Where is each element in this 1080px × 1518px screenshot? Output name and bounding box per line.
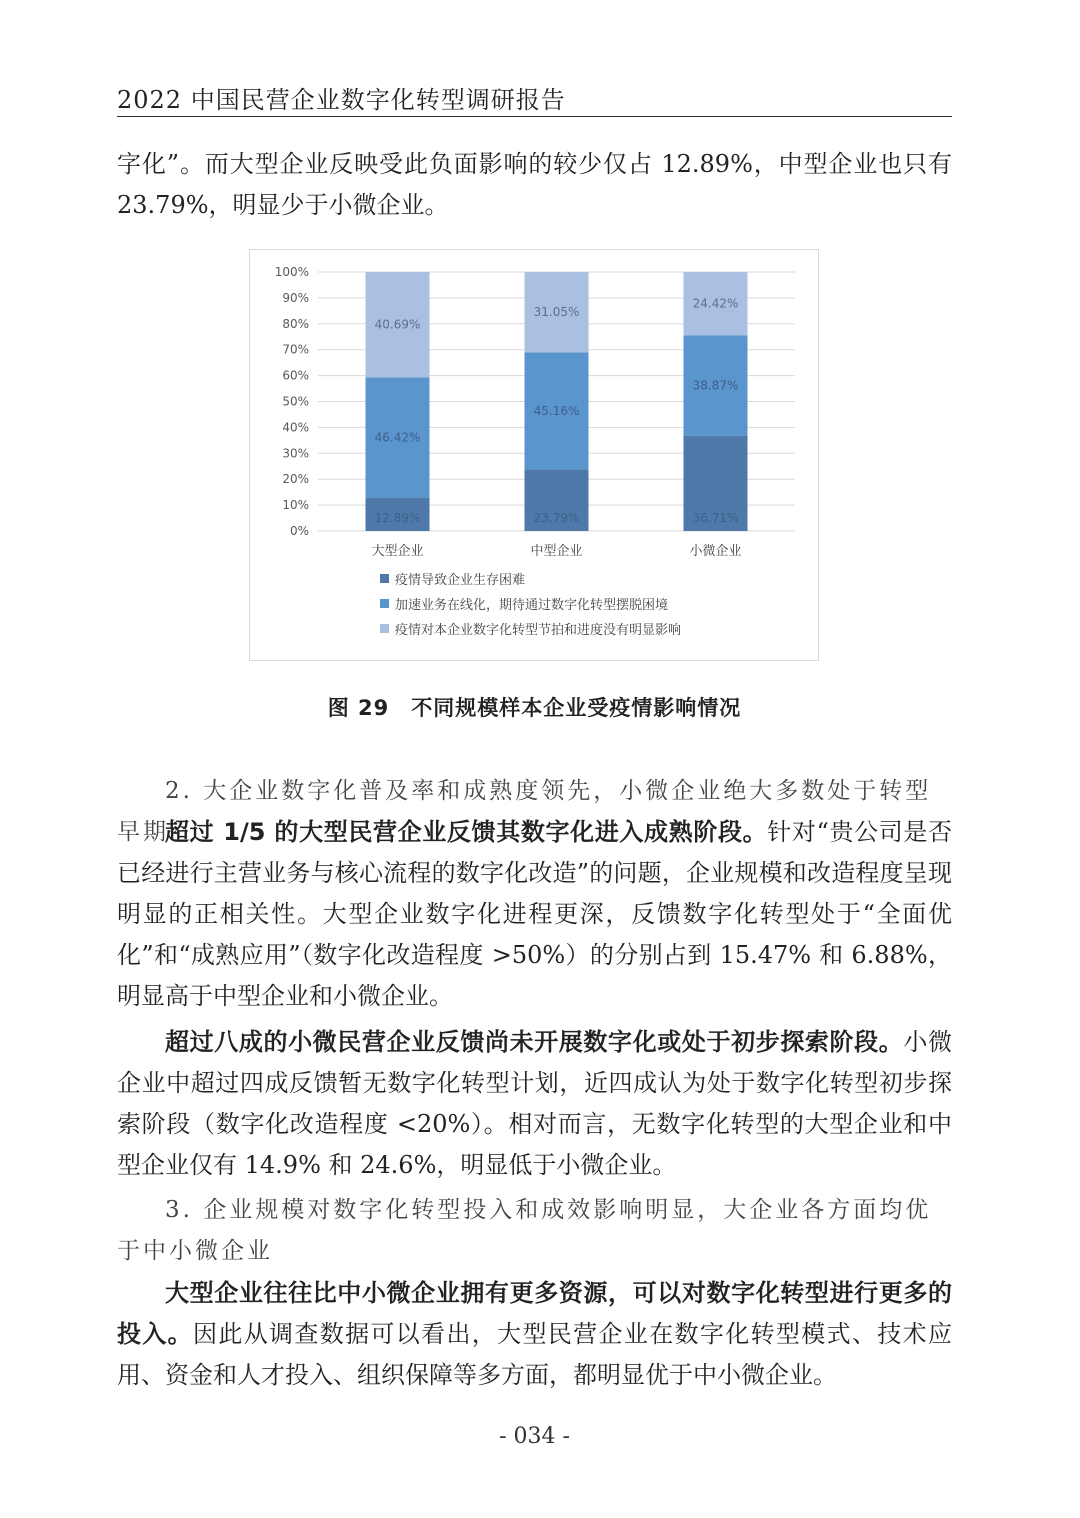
running-header: 2022 中国民营企业数字化转型调研报告 [117, 86, 566, 114]
legend-label: 疫情导致企业生存困难 [395, 573, 526, 588]
section2-heading: 2. 大企业数字化普及率和成熟度领先，小微企业绝大多数处于转型早期 [117, 778, 932, 845]
x-tick-label: 中型企业 [530, 544, 583, 559]
section3-p1-body: 因此从调查数据可以看出，大型民营企业在数字化转型模式、技术应用、资金和人才投入、组织保障等多方面，都明显优于中小微企业。 [117, 1320, 952, 1389]
section2-p1-lead: 超过 1/5 的大型民营企业反馈其数字化进入成熟阶段。 [165, 818, 768, 846]
data-label: 45.16% [533, 403, 580, 418]
section3-paragraph-1 [117, 1273, 952, 1396]
x-tick-label: 大型企业 [371, 544, 424, 559]
legend-label: 加速业务在线化，期待通过数字化转型摆脱困境 [395, 598, 669, 613]
legend-label: 疫情对本企业数字化转型节拍和进度没有明显影响 [395, 623, 682, 638]
figure-frame [249, 249, 819, 661]
y-tick-label: 60% [282, 368, 309, 383]
legend-swatch [380, 599, 389, 608]
y-tick-label: 70% [282, 342, 309, 357]
y-tick-label: 0% [289, 524, 309, 538]
section2-paragraph-1 [117, 812, 952, 1017]
y-tick-label: 20% [282, 472, 309, 487]
y-tick-label: 40% [282, 420, 309, 435]
section2-p2-lead: 超过八成的小微民营企业反馈尚未开展数字化或处于初步探索阶段。 [165, 1028, 904, 1056]
figure-caption: 图 29 不同规模样本企业受疫情影响情况 [327, 696, 742, 720]
page-number: - 034 - [499, 1424, 570, 1449]
data-label: 40.69% [374, 317, 421, 332]
section3-heading: 3. 企业规模对数字化转型投入和成效影响明显，大企业各方面均优于中小微企业 [117, 1197, 932, 1264]
y-tick-label: 30% [282, 446, 309, 461]
data-label: 36.71% [692, 511, 739, 525]
section2-p2-body: 小微企业中超过四成反馈暂无数字化转型计划，近四成认为处于数字化转型初步探索阶段（数字化改造程度 <20%）。相对而言，无数字化转型的大型企业和中型企业仅有 14.9% 和 24.6%，明显低于小微企业。 [117, 1028, 953, 1179]
y-tick-label: 50% [282, 394, 309, 409]
y-tick-label: 100% [274, 265, 309, 279]
section3-p1-lead: 大型企业往往比中小微企业拥有更多资源，可以对数字化转型进行更多的投入。 [117, 1279, 952, 1348]
intro-paragraph: 字化”。而大型企业反映受此负面影响的较少仅占 12.89%，中型企业也只有 23.79%，明显少于小微企业。 [117, 150, 952, 219]
data-label: 31.05% [533, 305, 580, 320]
data-label: 24.42% [692, 296, 739, 311]
legend-swatch [380, 574, 389, 583]
data-label: 46.42% [374, 430, 421, 445]
section2-paragraph-2 [117, 1022, 952, 1186]
y-tick-label: 80% [282, 316, 309, 331]
header-rule [117, 116, 952, 117]
x-tick-label: 小微企业 [689, 544, 742, 559]
stacked-bar-chart [250, 250, 818, 660]
y-tick-label: 90% [282, 290, 309, 305]
data-label: 38.87% [692, 378, 739, 393]
legend-swatch [380, 624, 389, 633]
y-tick-label: 10% [282, 498, 309, 513]
data-label: 23.79% [533, 511, 580, 525]
data-label: 12.89% [374, 511, 421, 525]
section2-p1-body: 针对“贵公司是否已经进行主营业务与核心流程的数字化改造”的问题，企业规模和改造程度呈现明显的正相关性。大型企业数字化进程更深，反馈数字化转型处于“全面优化”和“成熟应用”（数字化改造程度 >50%）的分别占到 15.47% 和 6.88%，明显高于中型企业和小微企业。 [117, 818, 953, 1010]
